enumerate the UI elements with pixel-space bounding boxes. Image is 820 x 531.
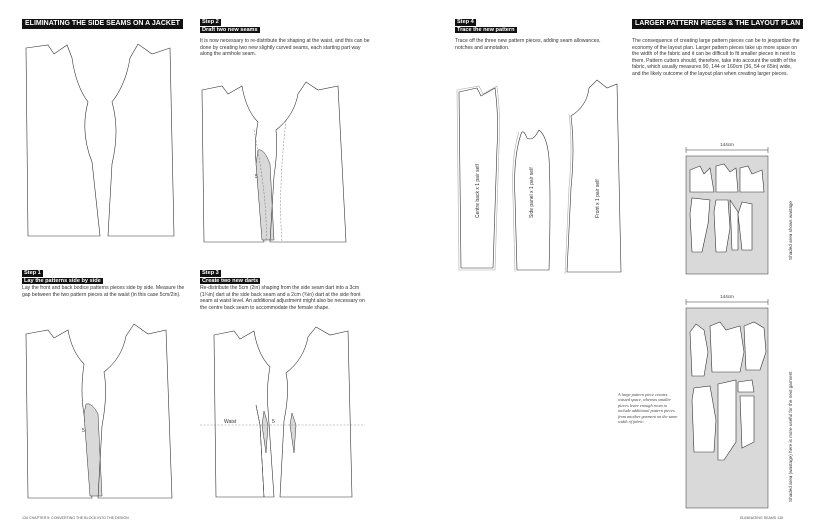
traced-pattern-pieces (455, 78, 625, 274)
section-title-layout-plan: LARGER PATTERN PIECES & THE LAYOUT PLAN (632, 19, 803, 29)
step-2-heading (200, 19, 260, 33)
label-5-step1: 5 (82, 428, 85, 434)
step-3-heading (200, 270, 260, 284)
piece-label-centre-back: Centre back x 1 pair self (475, 164, 481, 218)
layout-plan-2 (680, 292, 805, 512)
layout-plan-1 (680, 140, 805, 280)
pattern-step-1 (22, 322, 182, 502)
step-1-body: Lay the front and back bodice patterns pieces side by side. Measure the gap between the two pattern pieces at the waist (in this case 5cm/2in). (22, 285, 185, 298)
section-title-side-seams: ELIMINATING THE SIDE SEAMS ON A JACKET (22, 19, 183, 29)
piece-label-side-panel: Side panel x 1 pair self (529, 167, 535, 218)
step-4-title: Trace the new pattern (457, 26, 515, 33)
layout-plan-body: The consequence of creating large pattern pieces can be to jeopardize the economy of the layout plan. Larger pattern pieces take up more space on the width of the fabric and it can be difficult to fit smaller pieces in next to them. Pattern cutters should, therefore, take into account the width of the fabric, which usually measures 90, 144 or 160cm (36, 54 or 65in) wide, and the likely outcome of the layout plan when creating larger pieces. (632, 38, 800, 77)
step-4-body: Trace off the three new pattern pieces, adding seam allowances, notches and annotation. (455, 38, 601, 51)
pattern-original-block (22, 40, 182, 250)
left-footer: 134 CHAPTER 5: CONVERTING THE BLOCK INTO THE DESIGN (22, 516, 129, 520)
step-3-body: Re-distribute the 5cm (2in) shaping from the side seam dart into a 3cm (1¼in) dart at the side back seam and a 2cm (¾in) dart at the side front seam at waist level. An additional adjustment might also be necessary on the centre back seam to accommodate the female shape. (200, 285, 365, 311)
layout-1-width-label: 144cm (720, 142, 734, 147)
step-2-body: It is now necessary to re-distribute the shaping at the waist, and this can be done by creating two new slightly curved seams, each starting part way along the armhole seam. (200, 38, 370, 58)
step-2-title: Draft two new seams (202, 26, 258, 33)
step-1-heading (22, 270, 103, 284)
step-1-number: Step 1 (24, 270, 41, 276)
layout-2-side-label: Shaded area (wastage) here is more useful for the next garment (788, 371, 793, 502)
layout-1-side-label: Shaded area shows wastage (788, 201, 793, 260)
step-4-number: Step 4 (457, 19, 474, 25)
step-3-title: Create two new darts (202, 277, 259, 284)
step-1-title: Lay the patterns side by side (24, 277, 101, 284)
label-5-step2: 5 (255, 174, 258, 180)
layout-2-width-label: 144cm (720, 294, 734, 299)
pattern-step-3 (200, 325, 365, 505)
piece-label-front: Front x 1 pair self (595, 179, 601, 218)
pattern-step-2 (198, 80, 358, 250)
label-5-step3: 5 (272, 419, 275, 425)
step-3-number: Step 3 (202, 270, 219, 276)
step-2-number: Step 2 (202, 19, 219, 25)
right-footer: ELIMINATING SEAMS 135 (740, 516, 784, 520)
step-4-heading (455, 19, 517, 33)
waist-label: Waist (224, 419, 237, 425)
layout-caption: A large pattern piece creates wasted space, whereas smaller pieces leave enough room to include additional pattern pieces from another garment on the same width of fabric. (618, 392, 678, 425)
